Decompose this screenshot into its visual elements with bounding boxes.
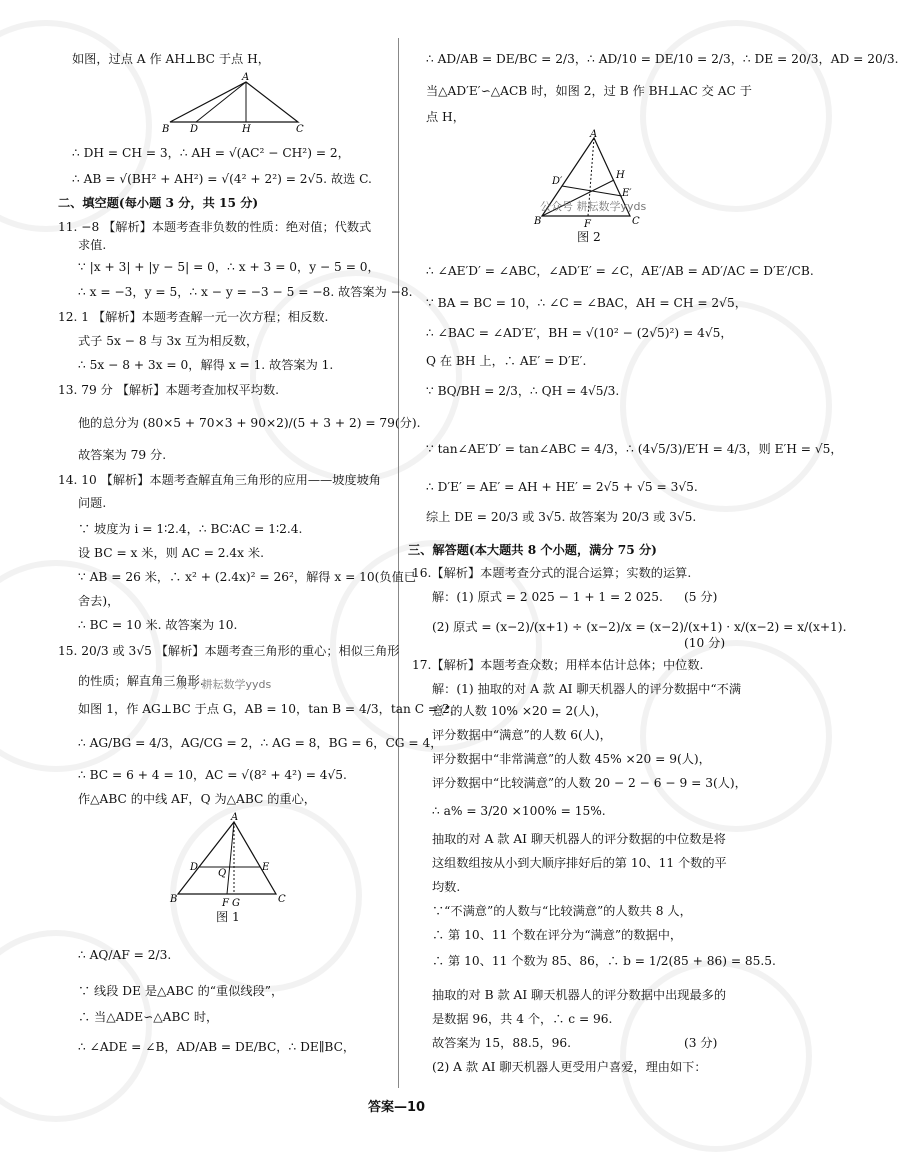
svg-text:A: A	[231, 812, 239, 823]
text-line: ∵ BA = BC = 10，∴ ∠C = ∠BAC，AH = CH = 2√5，	[426, 296, 747, 310]
text-line: 13. 79 分 【解析】本题考查加权平均数.	[58, 383, 280, 397]
text-line: 求值.	[78, 238, 107, 252]
text-line: Q 在 BH 上，∴ AE′ = D′E′.	[426, 354, 587, 368]
svg-text:B: B	[162, 124, 170, 135]
triangle-figure-abc	[158, 72, 318, 134]
text-line: 11. −8 【解析】本题考查非负数的性质：绝对值；代数式	[58, 220, 372, 234]
svg-text:D: D	[190, 862, 199, 873]
svg-text:E: E	[262, 862, 270, 873]
svg-text:G: G	[232, 898, 240, 909]
text-line: ∴ 第 10、11 个数在评分为“满意”的数据中，	[432, 928, 683, 942]
svg-text:H: H	[616, 170, 625, 181]
text-line: 点 H，	[426, 110, 465, 124]
section-heading: 二、填空题(每小题 3 分，共 15 分)	[58, 196, 259, 210]
text-line: 评分数据中“非常满意”的人数 45% ×20 = 9(人)，	[432, 752, 711, 766]
text-line: ∴ ∠BAC = ∠AD′E′，BH = √(10² − (2√5)²) = 4√5，	[426, 326, 733, 340]
text-line: ∴ BC = 6 + 4 = 10，AC = √(8² + 4²) = 4√5.	[78, 768, 347, 782]
text-line: ∴ 第 10、11 个数为 85、86，∴ b = 1/2(85 + 86) = 85.5.	[432, 954, 776, 968]
text-line: 问题.	[78, 496, 107, 510]
text-line: 抽取的对 B 款 AI 聊天机器人的评分数据中出现最多的	[432, 988, 727, 1002]
svg-text:A: A	[242, 72, 250, 83]
text-line: ∵ BQ/BH = 2/3，∴ QH = 4√5/3.	[426, 384, 620, 398]
text-line: ∴ AQ/AF = 2/3.	[78, 948, 172, 962]
text-line: 故答案为 79 分.	[78, 448, 167, 462]
svg-text:C: C	[278, 894, 286, 905]
text-line: 设 BC = x 米，则 AC = 2.4x 米.	[78, 546, 264, 560]
text-line: 17.【解析】本题考查众数；用样本估计总体；中位数.	[412, 658, 704, 672]
text-line: 12. 1 【解析】本题考查解一元一次方程；相反数.	[58, 310, 329, 324]
text-line: ∵ |x + 3| + |y − 5| = 0，∴ x + 3 = 0，y − 5 = 0，	[78, 260, 380, 274]
text-line: 故答案为 15，88.5，96.	[432, 1036, 572, 1050]
text-line: ∵ 线段 DE 是△ABC 的“重似线段”，	[78, 984, 284, 998]
text-line: 作△ABC 的中线 AF，Q 为△ABC 的重心，	[78, 792, 316, 806]
svg-text:C: C	[632, 216, 640, 227]
text-line: ∴ x = −3，y = 5，∴ x − y = −3 − 5 = −8. 故答案为 −8.	[78, 285, 413, 299]
score-label: (3 分)	[684, 1036, 718, 1050]
text-line: 如图 1，作 AG⊥BC 于点 G，AB = 10，tan B = 4/3，tan C = 2，	[78, 702, 462, 716]
text-line: ∴ 当△ADE∽△ABC 时，	[78, 1010, 219, 1024]
text-line: ∵ 坡度为 i = 1∶2.4，∴ BC∶AC = 1∶2.4.	[78, 522, 303, 536]
svg-text:B: B	[534, 216, 542, 227]
watermark-text: 众号 耕耘数学yyds	[176, 678, 272, 691]
watermark-text: 公众号 耕耘数学yyds	[540, 200, 647, 213]
text-line: ∵ tan∠AE′D′ = tan∠ABC = 4/3，∴ (4√5/3)/E′H = 4/3，则 E′H = √5，	[426, 442, 843, 456]
text-line: 他的总分为 (80×5 + 70×3 + 90×2)/(5 + 3 + 2) = 79(分).	[78, 416, 421, 430]
text-line: ∴ AB = √(BH² + AH²) = √(4² + 2²) = 2√5. 故选 C.	[72, 172, 372, 186]
text-line: 舍去)，	[78, 594, 120, 608]
score-label: (5 分)	[684, 590, 718, 604]
svg-text:C: C	[296, 124, 304, 135]
text-line: ∴ AG/BG = 4/3，AG/CG = 2，∴ AG = 8，BG = 6，CG = 4，	[78, 736, 443, 750]
text-line: ∴ DH = CH = 3，∴ AH = √(AC² − CH²) = 2，	[72, 146, 350, 160]
text-line: 式子 5x − 8 与 3x 互为相反数，	[78, 334, 259, 348]
svg-text:H: H	[242, 124, 251, 135]
svg-text:B: B	[170, 894, 178, 905]
text-line: ∵“不满意”的人数与“比较满意”的人数共 8 人，	[432, 904, 692, 918]
text-line: ∴ ∠AE′D′ = ∠ABC，∠AD′E′ = ∠C，AE′/AB = AD′/AC = D′E′/CB.	[426, 264, 814, 278]
text-line: ∴ BC = 10 米. 故答案为 10.	[78, 618, 238, 632]
text-line: 如图，过点 A 作 AH⊥BC 于点 H，	[72, 52, 270, 66]
svg-text:Q: Q	[218, 868, 227, 879]
watermark-circle	[640, 20, 832, 212]
svg-text:E′: E′	[622, 188, 632, 199]
text-line: 16.【解析】本题考查分式的混合运算；实数的运算.	[412, 566, 692, 580]
text-line: 当△AD′E′∽△ACB 时，如图 2，过 B 作 BH⊥AC 交 AC 于	[426, 84, 752, 98]
score-label: (10 分)	[684, 636, 726, 650]
text-line: (2) 原式 = (x−2)/(x+1) ÷ (x−2)/x = (x−2)/(x+1) · x/(x−2) = x/(x+1).	[432, 620, 847, 634]
text-line: ∴ ∠ADE = ∠B，AD/AB = DE/BC，∴ DE∥BC，	[78, 1040, 356, 1054]
text-line: (2) A 款 AI 聊天机器人更受用户喜爱，理由如下：	[432, 1060, 707, 1074]
text-line: 均数.	[432, 880, 461, 894]
text-line: 评分数据中“满意”的人数 6(人)，	[432, 728, 612, 742]
section-heading: 三、解答题(本大题共 8 个小题，满分 75 分)	[408, 543, 657, 557]
figure-caption: 图 2	[577, 230, 601, 244]
text-line: 的性质；解直角三角形.	[78, 674, 204, 688]
figure-caption: 图 1	[216, 910, 240, 924]
svg-text:F: F	[584, 219, 591, 230]
text-line: 抽取的对 A 款 AI 聊天机器人的评分数据的中位数是将	[432, 832, 726, 846]
text-line: ∴ AD/AB = DE/BC = 2/3，∴ AD/10 = DE/10 = 2/3，∴ DE = 20/3，AD = 20/3.	[426, 52, 898, 66]
text-line: 解：(1) 原式 = 2 025 − 1 + 1 = 2 025.	[432, 590, 663, 604]
text-line: 是数据 96，共 4 个，∴ c = 96.	[432, 1012, 613, 1026]
text-line: 14. 10 【解析】本题考查解直角三角形的应用——坡度坡角	[58, 473, 381, 487]
text-line: ∴ 5x − 8 + 3x = 0，解得 x = 1. 故答案为 1.	[78, 358, 334, 372]
text-line: 综上 DE = 20/3 或 3√5. 故答案为 20/3 或 3√5.	[426, 510, 697, 524]
text-line: 这组数组按从小到大顺序排好后的第 10、11 个数的平	[432, 856, 727, 870]
text-line: 15. 20/3 或 3√5 【解析】本题考查三角形的重心；相似三角形	[58, 644, 400, 658]
svg-text:D′: D′	[552, 176, 563, 187]
text-line: 意”的人数 10% ×20 = 2(人)，	[432, 704, 608, 718]
text-line: 解：(1) 抽取的对 A 款 AI 聊天机器人的评分数据中“不满	[432, 682, 742, 696]
svg-text:F: F	[222, 898, 229, 909]
text-line: ∴ D′E′ = AE′ = AH + HE′ = 2√5 + √5 = 3√5.	[426, 480, 698, 494]
text-line: ∴ a% = 3/20 ×100% = 15%.	[432, 804, 606, 818]
text-line: 评分数据中“比较满意”的人数 20 − 2 − 6 − 9 = 3(人)，	[432, 776, 747, 790]
page-footer: 答案—10	[367, 1100, 426, 1115]
svg-text:A: A	[590, 129, 598, 140]
figure-1-triangle	[168, 810, 288, 910]
column-divider	[398, 38, 399, 1088]
text-line: ∵ AB = 26 米，∴ x² + (2.4x)² = 26²，解得 x = 10(负值已	[78, 570, 416, 584]
svg-text:D: D	[190, 124, 199, 135]
